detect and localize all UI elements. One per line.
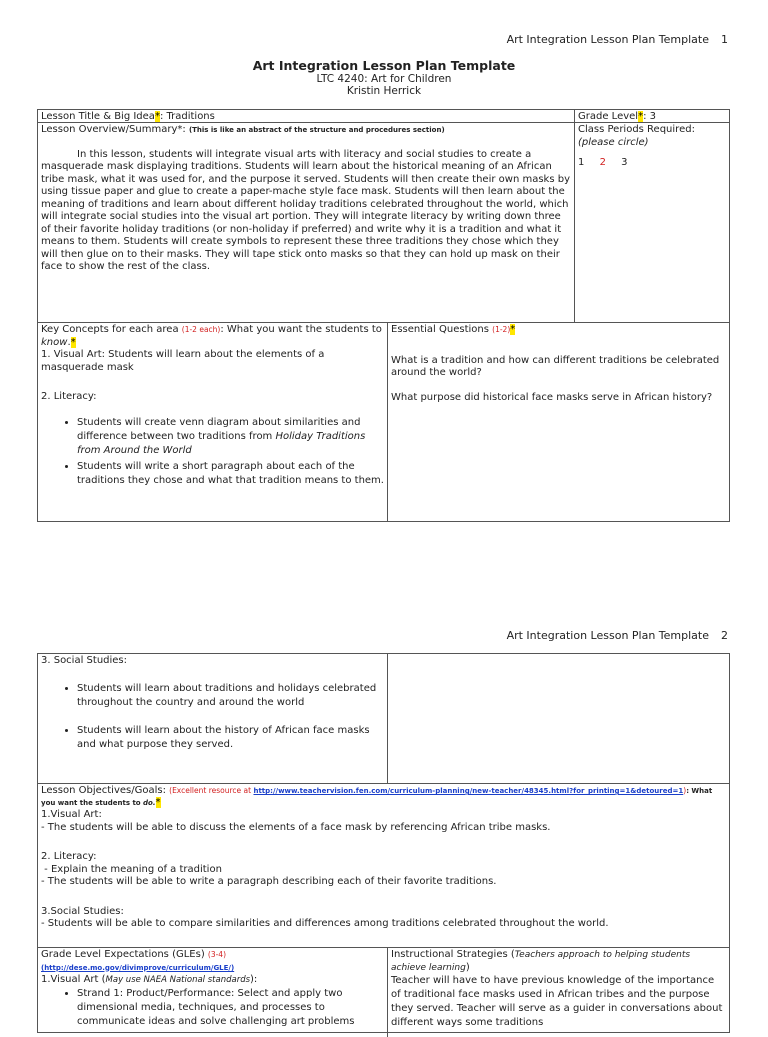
page-gap	[0, 560, 768, 622]
list-item: • Students will write a short paragraph about each of the traditions they chose and what that tradition means to them.	[77, 460, 384, 488]
document-title: Art Integration Lesson Plan Template	[252, 58, 516, 73]
lesson-title-value: : Traditions	[159, 111, 215, 122]
required-asterisk: *	[154, 111, 160, 122]
objectives-cell: Lesson Objectives/Goals: (Excellent resource at http://www.teachervision.fen.com/curriculum-planning/new-teacher/48345.html?for_printing=1&detoured=1): What you want the students to do.* 1.Visual Art: - The students will be able to discuss the elements of a face mask by referencing African tribe masks. 2. Literacy: - Explain the meaning of a tradition - The students will be able to write a paragraph describing each of their favorite traditions. 3.Social Studies: - Students will be able to compare similarities and differences among traditions celebrated throughout the world.	[38, 784, 729, 932]
period-option-1[interactable]: 1	[578, 157, 585, 168]
gle-cell: Grade Level Expectations (GLEs) (3-4) (http://dese.mo.gov/divimprove/curriculum/GLE/) 1.Visual Art (May use NAEA National standards): • Strand 1: Product/Performance: Select and apply two dimensional media, techniques, and processes to communicate ideas and solve challenging art problems	[38, 948, 387, 1032]
lesson-plan-table	[37, 109, 730, 522]
overview-text: In this lesson, students will integrate visual arts with literacy and social studies to create a masquerade mask displaying traditions. Students will learn about the historical meaning of an African tribe mask, what it was used for, and the purpose it served. Students will then create their own masks by using tissue paper and glue to create a paper-mache style face mask. Students will then learn about the meaning of traditions and learn about different holiday traditions celebrated throughout the world, which will integrate social studies into the visual art portion. They will integrate literacy by writing down three of their favorite holiday traditions (or non-holiday if preferred) and write why it is a tradition and what it means to them. Students will create symbols to represent these three traditions they chose which they will then glue on to their masks. They will tape stick onto masks so that they can hold up mask on their face to show the rest of the class.	[41, 148, 570, 272]
gle-list	[41, 987, 384, 1029]
essential-questions-label: Essential Questions	[391, 324, 493, 335]
social-studies-cell	[38, 654, 387, 755]
list-item: • Students will create venn diagram about similarities and difference between two traditions from Holiday Traditions from Around the World	[77, 416, 384, 458]
objective-line: 2. Literacy:	[41, 851, 97, 862]
instructional-strategies-cell: Instructional Strategies (Teachers approach to helping students achieve learning) Teacher will have to have previous knowledge of the importance of traditional face masks used in African tribes and the purpose they served. Teacher will serve as a guider in conversations about different ways some traditions	[388, 948, 729, 1031]
essential-question-2: What purpose did historical face masks serve in African history?	[391, 391, 713, 403]
page-2	[0, 622, 768, 1028]
course-name: LTC 4240: Art for Children	[316, 73, 452, 85]
periods-label: Class Periods Required:	[578, 124, 695, 135]
objective-line: - Explain the meaning of a tradition	[41, 863, 222, 875]
dese-link[interactable]: (http://dese.mo.gov/divimprove/curriculum/GLE/)	[41, 963, 235, 972]
grade-level-cell: Grade Level*: 3	[578, 111, 656, 122]
grade-level-value: : 3	[643, 111, 656, 122]
running-header	[507, 33, 728, 46]
period-option-2[interactable]: 2	[599, 157, 606, 168]
list-item: • Strand 1: Product/Performance: Select and apply two dimensional media, techniques, and processes to communicate ideas and solve challenging art problems	[77, 987, 384, 1029]
page-number: 2	[721, 629, 728, 642]
objective-line: - The students will be able to discuss the elements of a face mask by referencing African tribe masks.	[41, 821, 551, 833]
running-header-title: Art Integration Lesson Plan Template	[506, 629, 709, 642]
literacy-list	[41, 416, 384, 488]
periods-note: (please circle)	[578, 136, 649, 148]
objectives-label: Lesson Objectives/Goals:	[41, 785, 170, 796]
key-concept-visual-art: 1. Visual Art: Students will learn about the elements of a masquerade mask	[41, 349, 325, 373]
lesson-title-cell: Lesson Title & Big Idea*: Traditions	[41, 111, 215, 122]
required-asterisk: *	[70, 336, 76, 348]
running-header	[507, 629, 728, 642]
class-periods-cell	[575, 123, 729, 171]
key-concept-social-studies: 3. Social Studies:	[41, 655, 128, 666]
objective-line: - The students will be able to write a paragraph describing each of their favorite traditions.	[41, 876, 497, 887]
overview-note: (This is like an abstract of the structure and procedures section)	[188, 126, 445, 134]
essential-question-1: What is a tradition and how can different traditions be celebrated around the world?	[391, 354, 720, 378]
key-concepts-label: Key Concepts for each area	[41, 324, 182, 335]
objective-line: 1.Visual Art:	[41, 809, 102, 820]
instructional-strategies-text: Teacher will have to have previous knowledge of the importance of traditional face masks used in African tribes and the purpose they served. Teacher will serve as a guider in conversations about different ways some traditions	[391, 975, 723, 1028]
overview-label: Lesson Overview/Summary*:	[41, 124, 189, 135]
social-studies-list	[41, 682, 384, 752]
lesson-overview-cell	[38, 123, 574, 322]
required-asterisk: *	[510, 324, 516, 335]
objective-line: 3.Social Studies:	[41, 905, 124, 917]
essential-questions-cell: Essential Questions (1-2)* What is a tradition and how can different traditions be celebrated around the world? What purpose did historical face masks serve in African history?	[388, 323, 729, 405]
running-header-title: Art Integration Lesson Plan Template	[506, 33, 709, 46]
empty-cell	[388, 654, 729, 656]
required-asterisk: *	[155, 797, 161, 808]
gle-label: Grade Level Expectations (GLEs)	[41, 949, 208, 960]
lesson-plan-table-continued	[37, 653, 730, 1033]
key-concepts-cell: Key Concepts for each area (1-2 each): What you want the students to know.* 1. Visual Art: Students will learn about the elements of a masquerade mask 2. Literacy: • Students will create venn diagram about similarities and difference between two traditions from Holiday Traditions from Around the World • Students will write a short paragraph about each of the traditions they chose and what that tradition means to them.	[38, 323, 387, 491]
instructional-strategies-label: Instructional Strategies (	[391, 949, 515, 960]
required-asterisk: *	[638, 111, 644, 122]
page-number: 1	[721, 33, 728, 46]
list-item: • Students will learn about traditions and holidays celebrated throughout the country and around the world	[77, 682, 384, 710]
objective-line: - Students will be able to compare similarities and differences among traditions celebrated throughout the world.	[41, 918, 609, 929]
author-name: Kristin Herrick	[346, 85, 422, 97]
teachervision-link[interactable]: http://www.teachervision.fen.com/curriculum-planning/new-teacher/48345.html?for_printing=1&detoured=1	[253, 787, 684, 795]
list-item: • Students will learn about the history of African face masks and what purpose they served.	[77, 724, 384, 752]
key-concept-literacy: 2. Literacy:	[41, 391, 97, 402]
period-option-3[interactable]: 3	[621, 157, 628, 168]
